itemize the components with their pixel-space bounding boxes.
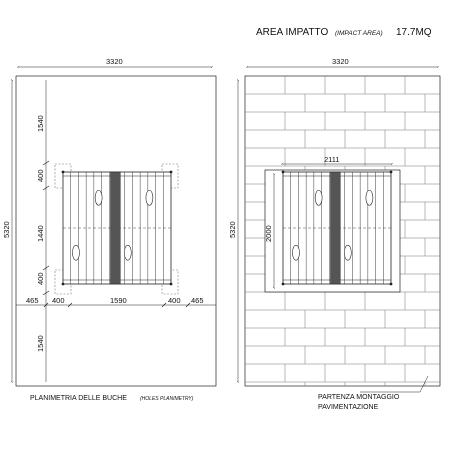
left-dim-lower-hole: 400 <box>36 272 45 285</box>
paving-note-line1: PARTENZA MONTAGGIO <box>318 394 400 401</box>
post-oval <box>146 190 153 205</box>
left-width-dim: 3320 <box>106 57 123 66</box>
post-oval <box>124 245 131 260</box>
impact-height-dim: 2000 <box>264 225 273 242</box>
left-dim-upper-hole: 400 <box>36 169 45 182</box>
impact-area-title: AREA IMPATTO <box>256 27 329 38</box>
left-dim-mid: 1440 <box>36 225 45 242</box>
holes-planimetry-caption: PLANIMETRIA DELLE BUCHE <box>30 395 127 402</box>
left-dim-hole-right: 400 <box>168 296 181 305</box>
post-oval <box>292 245 299 260</box>
post-oval <box>72 245 79 260</box>
corner-post <box>390 171 393 174</box>
post-oval <box>366 190 373 205</box>
corner-post <box>170 171 173 174</box>
post-oval <box>95 190 102 205</box>
corner-post <box>282 283 285 286</box>
right-width-dim: 3320 <box>332 57 349 66</box>
playground-footprint-left <box>62 171 173 286</box>
post-oval <box>344 245 351 260</box>
left-dim-bottom: 1540 <box>36 335 45 352</box>
corner-post <box>390 283 393 286</box>
left-dim-margin-right: 465 <box>191 296 204 305</box>
holes-planimetry-caption-note: (HOLES PLANIMETRY) <box>140 396 194 402</box>
impact-area-plan <box>228 57 440 392</box>
impact-area-value: 17.7MQ <box>396 27 432 38</box>
holes-planimetry <box>2 57 216 386</box>
left-dim-span: 1590 <box>110 296 127 305</box>
paving-note-line2: PAVIMENTAZIONE <box>318 404 379 411</box>
corner-post <box>62 171 65 174</box>
left-height-dim: 5320 <box>2 221 11 238</box>
slide-element <box>111 172 121 284</box>
slide-element <box>331 172 341 284</box>
corner-post <box>282 171 285 174</box>
left-dim-top: 1540 <box>36 115 45 132</box>
playground-footprint-right <box>282 171 393 286</box>
post-oval <box>315 190 322 205</box>
left-dim-margin-left: 465 <box>26 296 39 305</box>
right-height-dim: 5320 <box>228 221 237 238</box>
corner-post <box>170 283 173 286</box>
impact-area-note: (IMPACT AREA) <box>335 30 383 37</box>
impact-width-dim: 2111 <box>324 155 340 164</box>
corner-post <box>62 283 65 286</box>
left-dim-hole-left: 400 <box>52 296 65 305</box>
